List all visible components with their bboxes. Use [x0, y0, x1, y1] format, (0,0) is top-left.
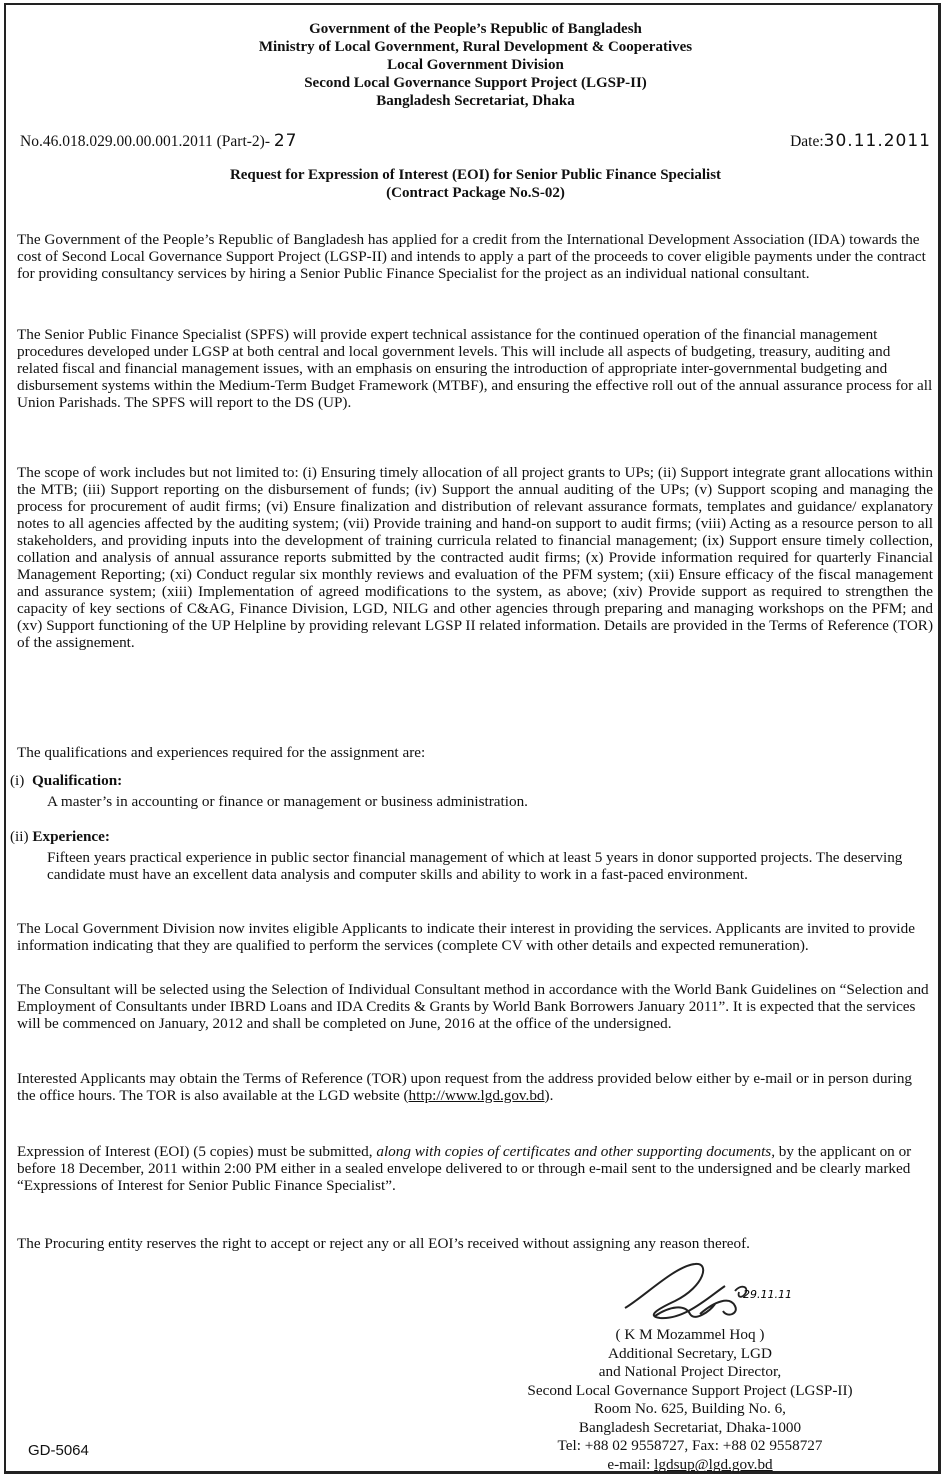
qualification-heading [10, 772, 122, 790]
qualification-text: A master’s in accounting or finance or management or business administration. [47, 793, 528, 810]
signatory-email-line [440, 1456, 940, 1475]
document-title [0, 166, 951, 202]
signatory-project: Second Local Governance Support Project (LGSP-II) [527, 1381, 853, 1399]
signature-block [440, 1326, 940, 1474]
paragraph-invitation: The Local Government Division now invites eligible Applicants to indicate their interest in providing the services. Applicants are invited to provide information indicating that they are qualified to perform the services (complete CV with other details and expected remuneration). [17, 920, 915, 954]
signatory-room: Room No. 625, Building No. 6, [594, 1400, 786, 1417]
date-handwritten: 30.11.2011 [823, 131, 931, 151]
paragraph-requirements-intro: The qualifications and experiences required for the assignment are: [17, 744, 426, 761]
reference-number-text: No.46.018.029.00.00.001.2011 (Part-2)- [20, 133, 270, 150]
paragraph-spfs-role: The Senior Public Finance Specialist (SPFS) will provide expert technical assistance for the continued operation of the financial management procedures developed under LGSP at both central and local government levels. This will include all aspects of budgeting, treasury, auditing and related fiscal and financial management issues, with an emphasis on ensuring the introduction of appropriate inter-governmental budgeting and disbursement systems within the Medium-Term Budget Framework (MTBF), and ensuring the effective roll out of the annual assurance process for all Union Parishads. The SPFS will report to the DS (UP). [17, 326, 933, 411]
paragraph-rights-reserved: The Procuring entity reserves the right to accept or reject any or all EOI’s received without assigning any reason thereof. [17, 1235, 750, 1252]
signatory-title: Additional Secretary, LGD [608, 1344, 772, 1362]
reference-number-handwritten: 27 [273, 131, 298, 151]
signatory-title-2: and National Project Director, [598, 1363, 782, 1380]
signatory-address: Bangladesh Secretariat, Dhaka-1000 [578, 1418, 802, 1436]
header-project: Second Local Governance Support Project (LGSP-II) [304, 75, 647, 91]
document-border [4, 3, 941, 1474]
paragraph-tor [17, 1070, 933, 1104]
header-location: Bangladesh Secretariat, Dhaka [376, 93, 575, 109]
gd-code: GD-5064 [28, 1442, 89, 1459]
title-line-1: Request for Expression of Interest (EOI) for Senior Public Finance Specialist [229, 167, 722, 183]
signatory-phone-fax: Tel: +88 02 9558727, Fax: +88 02 9558727 [557, 1437, 823, 1454]
document-date [790, 131, 931, 151]
paragraph-intro: The Government of the People’s Republic of Bangladesh has applied for a credit from the International Development Association (IDA) towards the cost of Second Local Governance Support Project (LGSP-II) and intends to apply a part of the proceeds to cover eligible payments under the contract for providing consultancy services by hiring a Senior Public Finance Specialist for the project as an individual national consultant. [17, 231, 926, 282]
title-line-2: (Contract Package No.S-02) [386, 185, 565, 201]
paragraph-scope-of-work: The scope of work includes but not limited to: (i) Ensuring timely allocation of all project grants to UPs; (ii) Support integrate grant allocations within the MTB; (iii) Support reporting on the disbursement of funds; (iv) Support the annual auditing of the UPs; (v) Support scoping and managing the process for procurement of audit firms; (vi) Ensure finalization and distribution of relevant assurance formats, templates and guidance/ explanatory notes to all agencies affected by the auditing system; (vii) Provide training and hand-on support to audit firms; (viii) Acting as a resource person to all stakeholders, and providing inputs into the development of training curricula related to financial management; (ix) Support ensure timely collection, collation and analysis of annual assurance reports submitted by the contracted audit firms; (x) Provide information required for quarterly Financial Management Reporting; (xi) Conduct regular six monthly reviews and evaluation of the PFM system; (xii) Ensure efficacy of the fiscal management and assurance system; (xiii) Implementation of agreed modifications to the system, as above; (xiv) Provide support as required to strengthen the capacity of key sections of C&AG, Finance Division, LGD, NILG and other agencies through preparing and managing workshops on the PFM; and (xv) Support functioning of the UP Helpline by providing relevant LGSP II related information. Details are provided in the Terms of Reference (TOR) of the assignement. [17, 464, 933, 651]
header-government: Government of the People’s Republic of Bangladesh [309, 21, 642, 37]
lgd-website-link[interactable]: http://www.lgd.gov.bd [408, 1087, 545, 1104]
experience-label: Experience: [32, 828, 110, 845]
signature-date: 29.11.11 [743, 1288, 792, 1301]
submission-italic-text: along with copies of certificates and other supporting documents, [376, 1143, 775, 1160]
header-division: Local Government Division [387, 57, 564, 73]
header-ministry: Ministry of Local Government, Rural Development & Cooperatives [258, 39, 693, 55]
experience-number: (ii) [10, 828, 29, 845]
tor-text: Interested Applicants may obtain the Terms of Reference (TOR) upon request from the address provided below either by e-mail or in person during the office hours. The TOR is also available at the LGD website ( [17, 1070, 913, 1104]
paragraph-selection-method: The Consultant will be selected using the Selection of Individual Consultant method in accordance with the World Bank Guidelines on “Selection and Employment of Consultants under IBRD Loans and IDA Credits & Grants by World Bank Borrowers January 2011”. It is expected that the services will be commenced on January, 2012 and shall be completed on June, 2016 at the office of the undersigned. [17, 981, 929, 1032]
email-label: e-mail: [607, 1455, 655, 1473]
signatory-name: ( K M Mozammel Hoq ) [615, 1326, 765, 1343]
handwritten-signature [615, 1256, 815, 1328]
experience-text: Fifteen years practical experience in public sector financial management of which at least 5 years in donor supported projects. The deserving candidate must have an excellent data analysis and computer skills and ability to work in a fast-paced environment. [47, 849, 903, 883]
reference-number [20, 131, 298, 151]
tor-text-end: ). [544, 1087, 554, 1104]
paragraph-submission [17, 1143, 933, 1194]
email-link[interactable]: lgdsup@lgd.gov.bd [654, 1455, 773, 1473]
date-label: Date: [790, 133, 824, 150]
qualification-label: Qualification: [31, 772, 123, 789]
submission-text: Expression of Interest (EOI) (5 copies) must be submitted, [17, 1143, 377, 1160]
experience-heading [10, 828, 110, 846]
submission-text-end: by the applicant on or before 18 December, 2011 within 2:00 PM either in a sealed envelope delivered to or through e-mail sent to the undersigned and be clearly marked “Expressions of Interest for Senior Public Finance Specialist”. [17, 1143, 912, 1194]
qualification-number: (i) [10, 772, 25, 789]
